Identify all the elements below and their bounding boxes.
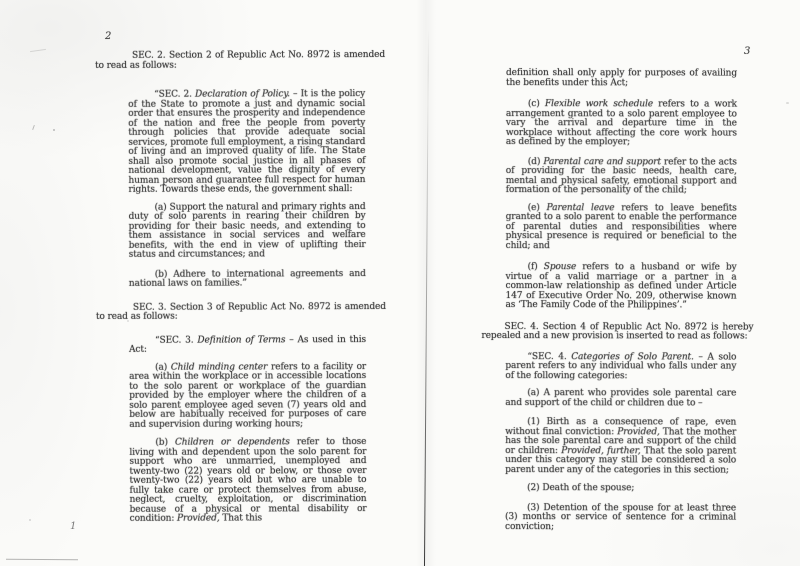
paragraph bbox=[506, 100, 737, 148]
text-run: (a) bbox=[155, 362, 171, 373]
text-run: (a) Support the natural and primary rights and duty of solo parents in rearing their children by providing for their basic needs, and extending to them assistance in social services and welfare benefits, with the end in view of uplifting their status and circumstances; and bbox=[128, 201, 366, 260]
text-run: refers to leave benefits granted to a solo parent to enable the performance of parental duties and responsibilities where physical presence is required or beneficial to the child; and bbox=[505, 202, 737, 251]
italic-term: Parental leave bbox=[546, 202, 615, 213]
paragraph bbox=[506, 204, 737, 252]
text-run: (1) Birth as a consequence of rape, even without final conviction: bbox=[505, 417, 737, 437]
italic-term: Provided, further, bbox=[561, 445, 641, 456]
text-run: That the solo parent under this category may still be considered a solo parent under any of the categories in this section; bbox=[505, 445, 737, 476]
text-run: That this bbox=[219, 513, 263, 524]
italic-term: Definition of Terms bbox=[197, 334, 286, 346]
text-run: (c) bbox=[527, 99, 545, 110]
text-run: (a) A parent who provides sole parental care and support of the child or children due to – bbox=[505, 388, 737, 408]
paragraph bbox=[505, 504, 736, 533]
paragraph bbox=[505, 263, 736, 311]
footer-mark: 1 bbox=[70, 521, 77, 532]
text-run: refer to those living with and dependent upon the solo parent for support who are unmarried, unemployed and twenty-two (22) years old or below, or those over twenty-two (22) years old but who are unable to fully take care or protect themselves from abuse, neglect, cruelty, exploitation, or discrimination because of a physical or mental disability or condition: bbox=[129, 437, 367, 524]
italic-term: Parental care and support bbox=[543, 156, 661, 167]
scan-speck bbox=[786, 102, 789, 104]
text-run: (b) Adhere to international agreements and national laws on families.” bbox=[128, 268, 366, 289]
paragraph bbox=[505, 389, 736, 408]
text-run: – As used in this Act: bbox=[129, 334, 367, 355]
text-run: “SEC. 4. bbox=[527, 351, 572, 362]
text-run: SEC. 4. Section 4 of Republic Act No. 8972 is hereby repealed and a new provision is inserted to read as follows: bbox=[481, 321, 754, 342]
text-run: refers to a facility or area within the workplace or in accessible locations to the solo parent or workplace of the guardian provided by the employer where the children of a solo parent employee aged seven (7) years old and below are habitually received for purposes of care and supervision during working hours; bbox=[129, 361, 367, 430]
text-run: “SEC. 3. bbox=[154, 335, 198, 346]
scan-speck bbox=[53, 129, 55, 131]
paragraph bbox=[505, 353, 736, 382]
page-3-text-column bbox=[481, 69, 754, 533]
text-run: (2) Death of the spouse; bbox=[527, 483, 635, 494]
italic-term: Flexible work schedule bbox=[544, 99, 654, 110]
page-number: 2 bbox=[105, 31, 112, 42]
text-run: “SEC. 2. bbox=[154, 89, 196, 100]
italic-term: Children or dependents bbox=[174, 437, 290, 448]
text-run: refer to the acts of providing for the basic needs, health care, mental and physical safety, emotional support and formation of the personality of the child; bbox=[505, 156, 737, 196]
text-run: (f) bbox=[527, 262, 544, 273]
text-run: (e) bbox=[527, 202, 547, 213]
text-run: refers to a work arrangement granted to a solo parent employee to vary the arrival and departure time in the workplace without affecting the core work hours as defined by the employer; bbox=[505, 99, 737, 148]
text-run: – A solo parent refers to any individual who falls under any of the following categories: bbox=[505, 351, 737, 381]
text-run: refers to a husband or wife by virtue of a valid marriage or a partner in a common-law relationship as defined under Article 147 of Executive Order No. 209, otherwise known as ‘The Family Code of the Philippines’.” bbox=[505, 262, 737, 311]
text-run: (d) bbox=[527, 156, 544, 167]
text-run: (b) bbox=[155, 437, 176, 448]
scan-speck bbox=[127, 320, 129, 322]
text-run: SEC. 3. Section 3 of Republic Act No. 8972 is amended to read as follows: bbox=[95, 301, 386, 322]
text-run: (3) Detention of the spouse for at least three (3) months or service of sentence for a criminal conviction; bbox=[505, 502, 737, 532]
italic-term: Child minding center bbox=[170, 361, 268, 373]
paragraph bbox=[506, 69, 737, 88]
scan-speck bbox=[29, 519, 31, 521]
italic-term: Categories of Solo Parent. bbox=[571, 351, 694, 362]
italic-term: Declaration of Policy. bbox=[195, 89, 290, 100]
italic-term: Provided, bbox=[177, 513, 220, 524]
paragraph bbox=[505, 418, 736, 475]
paragraph bbox=[505, 484, 736, 494]
text-run: SEC. 2. Section 2 of Republic Act No. 8972 is amended to read as follows: bbox=[95, 49, 386, 71]
italic-term: Spouse bbox=[543, 262, 577, 273]
paragraph bbox=[481, 322, 753, 342]
page-number: 3 bbox=[744, 46, 751, 57]
text-run: That the mother has the sole parental care and support of the child or children: bbox=[505, 426, 737, 456]
text-run: – It is the policy of the State to promote a just and dynamic social order that ensures the prosperity and independence of the nation and free the people from poverty through policies that provide adequate social services, promote full employment, a rising standard of living and an improved quality of life. The State shall also promote social justice in all phases of national development, value the dignity of every human person and guarantee full respect for human rights. Towards these ends, the government shall: bbox=[128, 89, 366, 195]
text-run: definition shall only apply for purposes of availing the benefits under this Act; bbox=[505, 68, 738, 88]
paragraph bbox=[506, 158, 737, 196]
italic-term: Provided, bbox=[617, 426, 660, 437]
